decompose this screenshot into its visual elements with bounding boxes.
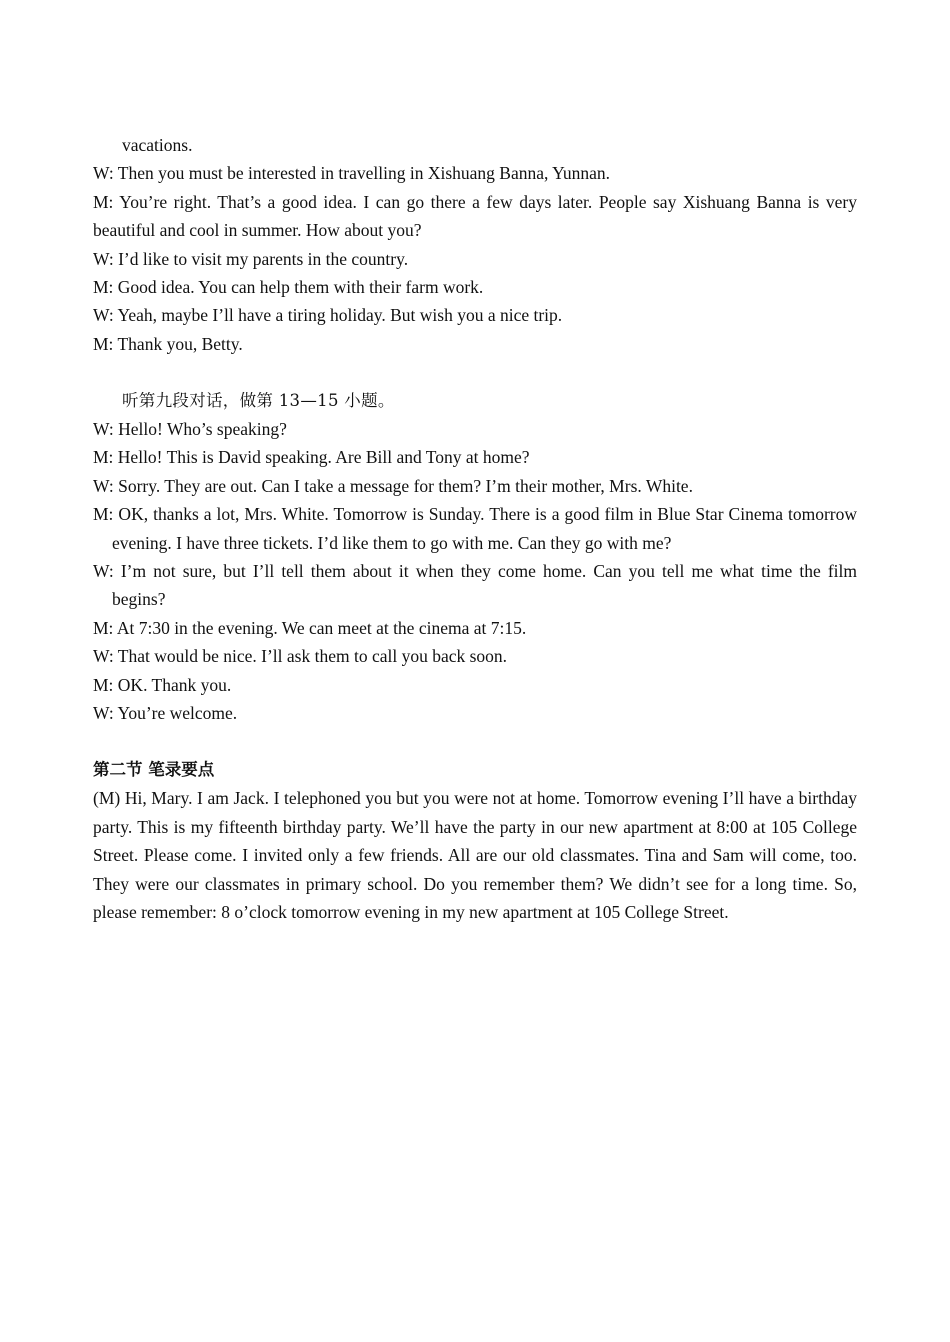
dialogue-line: M: Thank you, Betty. — [93, 333, 243, 354]
dialogue-line: M: At 7:30 in the evening. We can meet at the cinema at 7:15. — [93, 617, 527, 638]
document-page — [93, 131, 857, 926]
dialogue-line: M: OK, thanks a lot, Mrs. White. Tomorrow is Sunday. There is a good film in Blue Star Cinema tomorrow evening. I have three tickets. I’d like them to go with me. Can they go with me? — [93, 504, 857, 553]
carryover-line: vacations. — [122, 135, 193, 155]
spacer — [93, 728, 857, 756]
dialogue-line: M: Hello! This is David speaking. Are Bill and Tony at home? — [93, 447, 530, 468]
dialogue-line: M: Good idea. You can help them with their farm work. — [93, 277, 484, 298]
dialogue-line: W: That would be nice. I’ll ask them to call you back soon. — [93, 646, 508, 667]
dialogue-line: W: Yeah, maybe I’ll have a tiring holiday. But wish you a nice trip. — [93, 305, 563, 326]
spacer — [93, 358, 857, 386]
dialogue-line: W: You’re welcome. — [93, 703, 238, 724]
dialogue-line: W: Then you must be interested in travelling in Xishuang Banna, Yunnan. — [93, 163, 610, 184]
dialogue-line: M: You’re right. That’s a good idea. I can go there a few days later. People say Xishuang Banna is very beautiful and cool in summer. How about you? — [93, 191, 857, 241]
dialogue-line: W: Hello! Who’s speaking? — [93, 419, 287, 440]
dialogue-line: W: I’m not sure, but I’ll tell them about it when they come home. Can you tell me what time the film begins? — [93, 561, 857, 610]
dialogue-line: W: I’d like to visit my parents in the country. — [93, 248, 409, 269]
section-heading: 第二节 笔录要点 — [93, 759, 215, 779]
dialogue-line: M: OK. Thank you. — [93, 674, 232, 695]
dialogue-instruction: 听第九段对话，做第 13—15 小题。 — [122, 390, 395, 410]
dialogue-line: W: Sorry. They are out. Can I take a message for them? I’m their mother, Mrs. White. — [93, 475, 693, 496]
passage-paragraph: (M) Hi, Mary. I am Jack. I telephoned you but you were not at home. Tomorrow evening I’ll have a birthday party. This is my fifteenth birthday party. We’ll have the party in our new apartment at 8:00 at 105 College Street. Please come. I invited only a few friends. All are our old classmates. Tina and Sam will come, too. They were our classmates in primary school. Do you remember them? We didn’t see for a long time. So, please remember: 8 o’clock tomorrow evening in my new apartment at 105 College Street. — [93, 788, 857, 922]
